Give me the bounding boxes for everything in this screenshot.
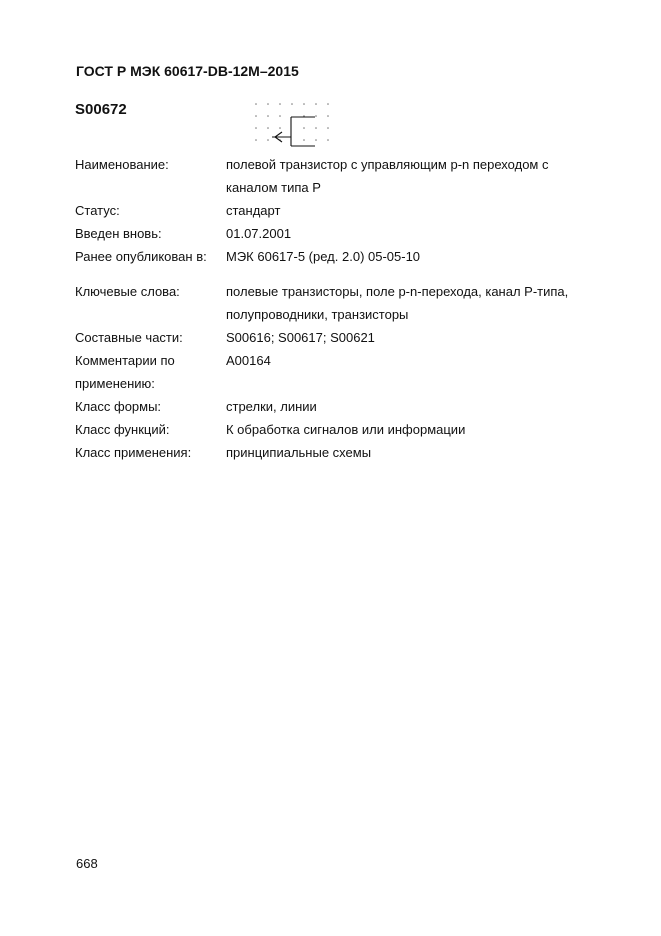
field-value-keywords-line2: полупроводники, транзисторы <box>226 307 409 322</box>
field-label-comments-line1: Комментарии по <box>75 353 175 368</box>
field-label-published: Ранее опубликован в: <box>75 249 207 264</box>
field-label-keywords: Ключевые слова: <box>75 284 180 299</box>
symbol-code: S00672 <box>75 101 127 118</box>
field-value-introduced: 01.07.2001 <box>226 226 292 241</box>
field-value-function-class: К обработка сигналов или информации <box>226 422 466 437</box>
field-label-function-class: Класс функций: <box>75 422 170 437</box>
field-label-introduced: Введен вновь: <box>75 226 162 241</box>
field-label-application-class: Класс применения: <box>75 445 192 460</box>
field-label-status: Статус: <box>75 203 120 218</box>
page-number: 668 <box>76 856 98 871</box>
field-value-keywords-line1: полевые транзисторы, поле p-n-перехода, канал Р-типа, <box>226 284 569 299</box>
document-header: ГОСТ Р МЭК 60617-DB-12M–2015 <box>76 63 299 79</box>
field-value-status: стандарт <box>226 203 281 218</box>
field-value-name-line1: полевой транзистор с управляющим p-n переходом с <box>226 157 549 172</box>
field-label-comments-line2: применению: <box>75 376 155 391</box>
field-label-shape-class: Класс формы: <box>75 399 162 414</box>
field-value-comments: A00164 <box>226 353 271 368</box>
field-value-name-line2: каналом типа Р <box>226 180 321 195</box>
field-value-shape-class: стрелки, линии <box>226 399 317 414</box>
field-value-published: МЭК 60617-5 (ред. 2.0) 05-05-10 <box>226 249 421 264</box>
jfet-p-channel-symbol-icon <box>252 100 334 150</box>
field-label-name: Наименование: <box>75 157 169 172</box>
field-value-components: S00616; S00617; S00621 <box>226 330 375 345</box>
field-value-application-class: принципиальные схемы <box>226 445 372 460</box>
field-label-components: Составные части: <box>75 330 183 345</box>
